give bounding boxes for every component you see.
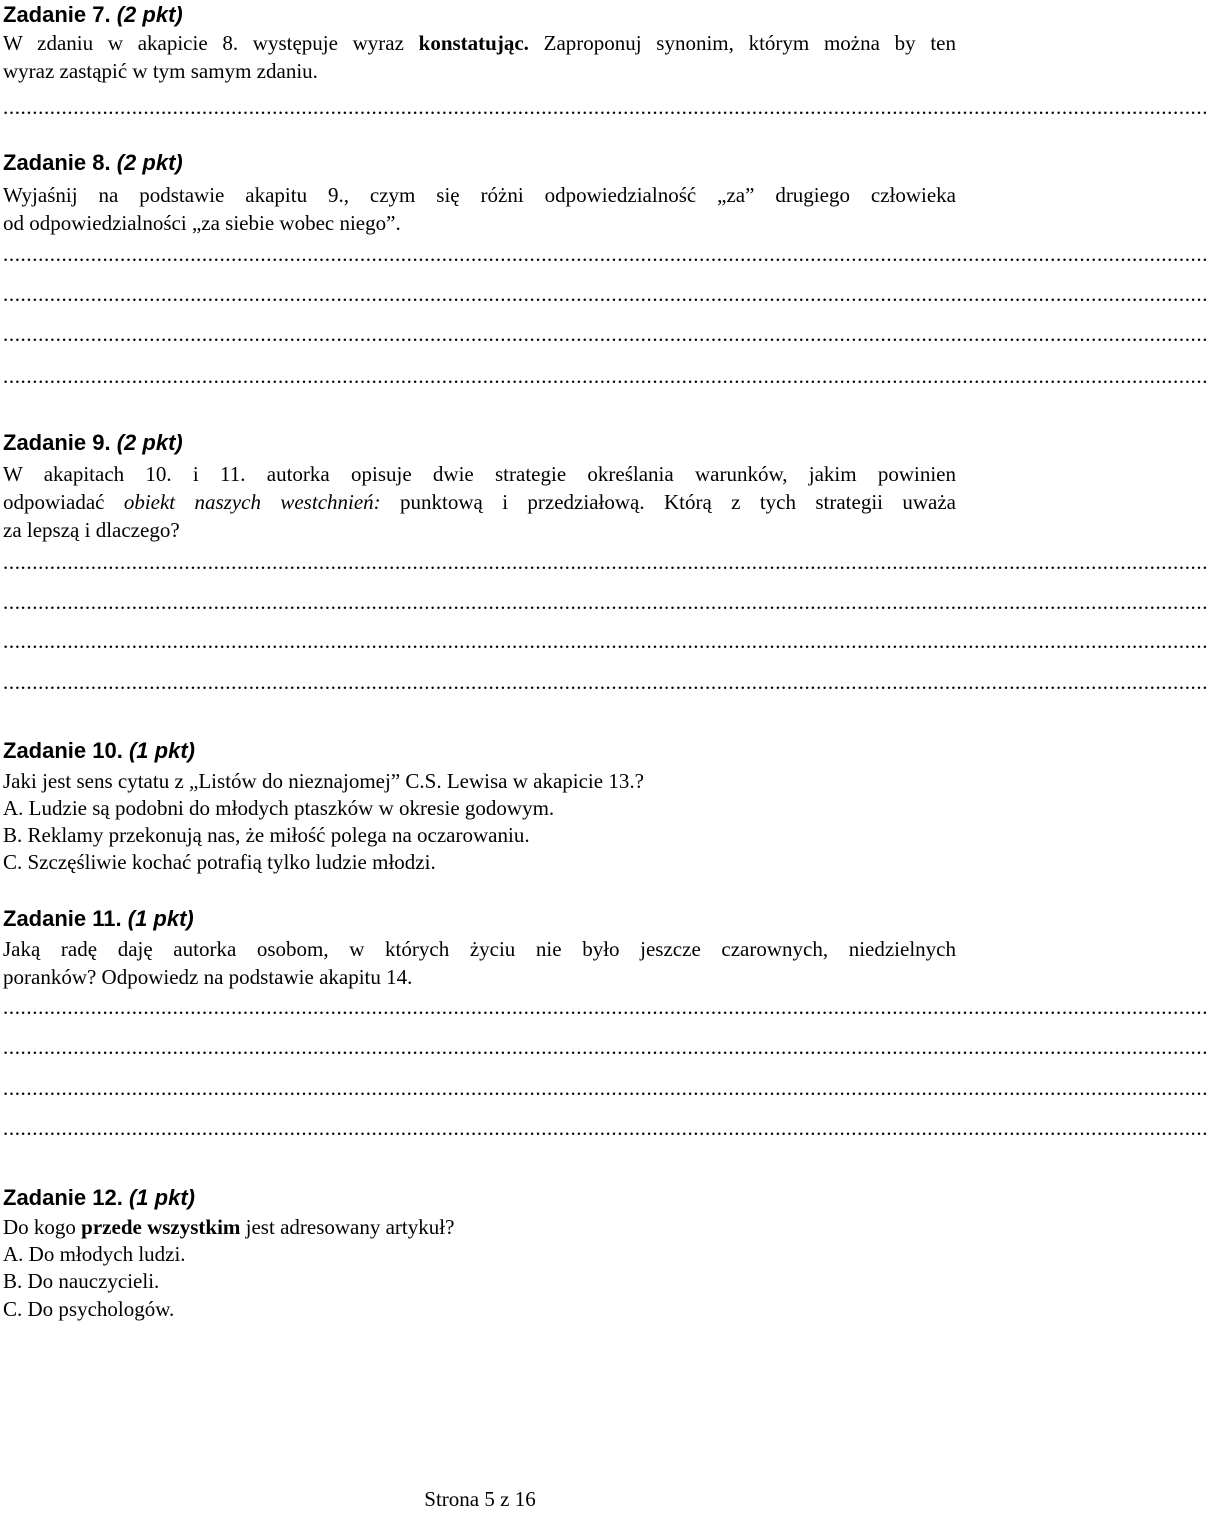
answer-line: .............................................................................................................................................................................................................. xyxy=(3,670,1208,694)
task12-question xyxy=(3,1214,454,1241)
task7-title: Zadanie 7. xyxy=(3,2,111,27)
task12-option-a[interactable]: A. Do młodych ludzi. xyxy=(3,1242,186,1266)
answer-line: .............................................................................................................................................................................................................. xyxy=(3,629,1208,653)
answer-line: .............................................................................................................................................................................................................. xyxy=(3,550,1208,574)
answer-line: .............................................................................................................................................................................................................. xyxy=(3,322,1208,346)
task12-points: (1 pkt) xyxy=(128,1185,195,1210)
task12-heading xyxy=(3,1184,195,1212)
task9-title: Zadanie 9. xyxy=(3,430,111,455)
answer-line: .............................................................................................................................................................................................................. xyxy=(3,364,1208,388)
task10-points: (1 pkt) xyxy=(128,738,195,763)
task7-keyword: konstatując. xyxy=(418,31,529,55)
answer-line: .............................................................................................................................................................................................................. xyxy=(3,995,1208,1019)
task7-heading xyxy=(3,1,183,29)
answer-line: .............................................................................................................................................................................................................. xyxy=(3,95,1208,119)
task9-question-line3: za lepszą i dlaczego? xyxy=(3,518,180,542)
answer-line: .............................................................................................................................................................................................................. xyxy=(3,1116,1208,1140)
task7-points: (2 pkt) xyxy=(116,2,183,27)
task8-question-line2: od odpowiedzialności „za siebie wobec niego”. xyxy=(3,211,401,235)
task9-text-after: punktową i przedziałową. Którą z tych strategii uważa xyxy=(380,490,956,514)
task9-text: odpowiadać xyxy=(3,490,124,514)
task11-title: Zadanie 11. xyxy=(3,906,122,931)
task12-emphasis: przede wszystkim xyxy=(81,1215,241,1239)
task10-option-c[interactable]: C. Szczęśliwie kochać potrafią tylko ludzie młodzi. xyxy=(3,850,436,874)
task10-option-b[interactable]: B. Reklamy przekonują nas, że miłość polega na oczarowaniu. xyxy=(3,823,530,847)
task11-points: (1 pkt) xyxy=(127,906,194,931)
task8-heading xyxy=(3,149,183,177)
task9-italic-phrase: obiekt naszych westchnień: xyxy=(123,490,381,514)
task12-option-b[interactable]: B. Do nauczycieli. xyxy=(3,1269,160,1293)
answer-line: .............................................................................................................................................................................................................. xyxy=(3,282,1208,306)
task11-heading xyxy=(3,905,194,933)
answer-line: .............................................................................................................................................................................................................. xyxy=(3,242,1208,266)
answer-line: .............................................................................................................................................................................................................. xyxy=(3,590,1208,614)
task8-title: Zadanie 8. xyxy=(3,150,111,175)
task7-text: W zdaniu w akapicie 8. występuje wyraz xyxy=(3,31,419,55)
task12-option-c[interactable]: C. Do psychologów. xyxy=(3,1297,175,1321)
task10-option-a[interactable]: A. Ludzie są podobni do młodych ptaszków w okresie godowym. xyxy=(3,796,555,820)
task9-points: (2 pkt) xyxy=(116,430,183,455)
task8-points: (2 pkt) xyxy=(116,150,183,175)
task10-heading xyxy=(3,737,195,765)
task12-text: Do kogo xyxy=(3,1215,82,1239)
task9-heading xyxy=(3,429,183,457)
task12-text-after: jest adresowany artykuł? xyxy=(240,1215,455,1239)
task9-question-line1: W akapitach 10. i 11. autorka opisuje dwie strategie określania warunków, jakim powinien xyxy=(3,462,956,486)
task10-question: Jaki jest sens cytatu z „Listów do nieznajomej” C.S. Lewisa w akapicie 13.? xyxy=(3,769,644,793)
task7-question-line2: wyraz zastąpić w tym samym zdaniu. xyxy=(3,59,318,83)
task7-text-after: Zaproponuj synonim, którym można by ten xyxy=(528,31,956,55)
task7-question-line1 xyxy=(3,30,956,57)
task9-question-line2 xyxy=(3,489,956,516)
task11-question-line2: poranków? Odpowiedz na podstawie akapitu 14. xyxy=(3,965,413,989)
task10-title: Zadanie 10. xyxy=(3,738,123,763)
answer-line: .............................................................................................................................................................................................................. xyxy=(3,1035,1208,1059)
task8-question-line1: Wyjaśnij na podstawie akapitu 9., czym się różni odpowiedzialność „za” drugiego człowieka xyxy=(3,183,956,207)
task12-title: Zadanie 12. xyxy=(3,1185,123,1210)
page-number: Strona 5 z 16 xyxy=(424,1487,536,1511)
task11-question-line1: Jaką radę daję autorka osobom, w których życiu nie było jeszcze czarownych, niedzielnych xyxy=(3,937,956,961)
answer-line: .............................................................................................................................................................................................................. xyxy=(3,1076,1208,1100)
